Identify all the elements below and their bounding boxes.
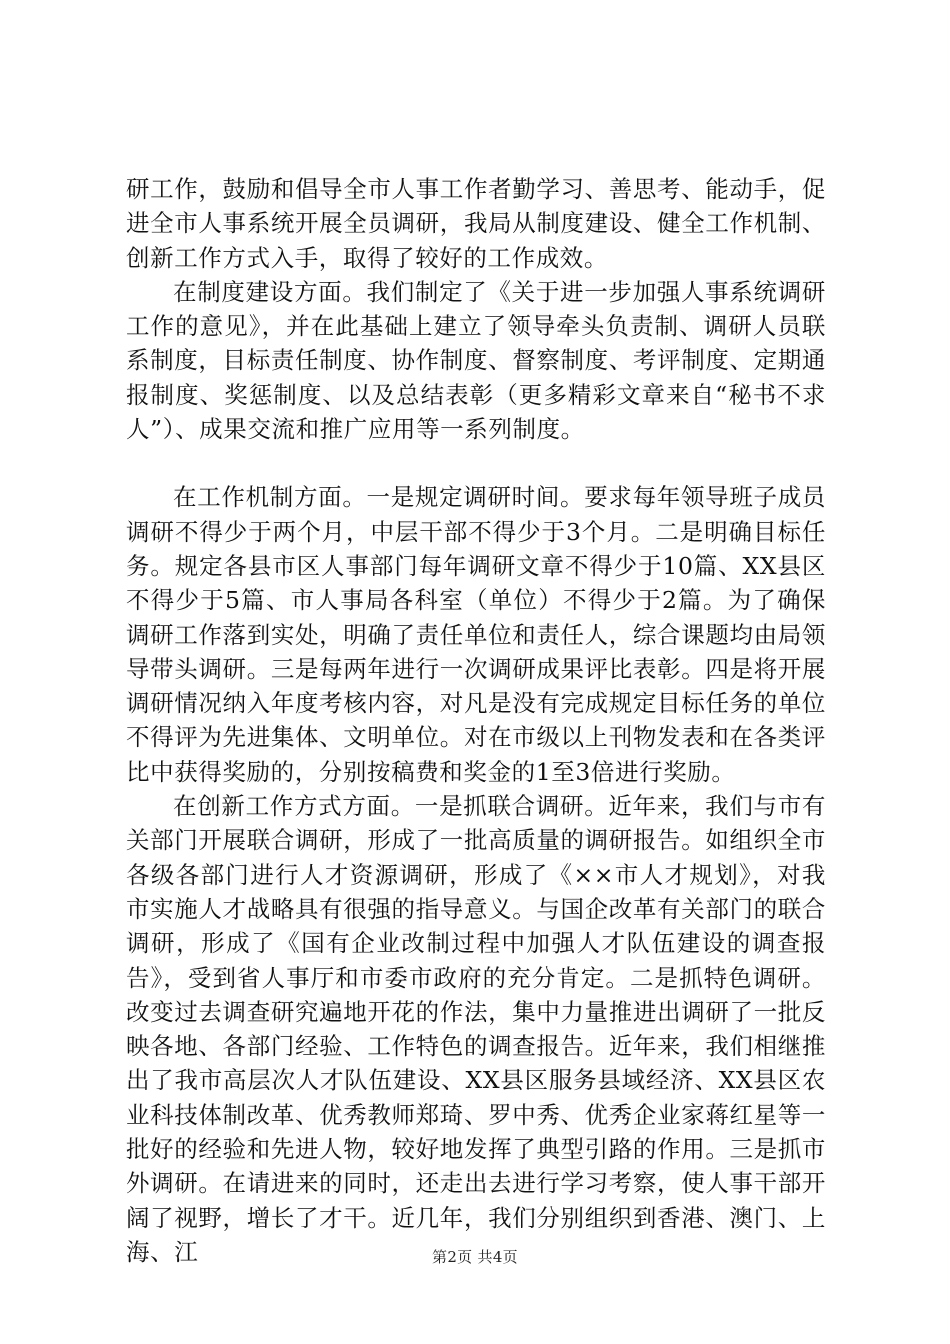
paragraph-4: 在创新工作方式方面。一是抓联合调研。近年来，我们与市有关部门开展联合调研，形成了一批高质量的调研报告。如组织全市各级各部门进行人才资源调研，形成了《××市人才规划》，对我市实施人才战略具有很强的指导意义。与国企改革有关部门的联合调研，形成了《国有企业改制过程中加强人才队伍建设的调查报告》，受到省人事厅和市委市政府的充分肯定。二是抓特色调研。改变过去调查研究遍地开花的作法，集中力量推进出调研了一批反映各地、各部门经验、工作特色的调查报告。近年来，我们相继推出了我市高层次人才队伍建设、XX县区服务县域经济、XX县区农业科技体制改革、优秀教师郑琦、罗中秀、优秀企业家蒋红星等一批好的经验和先进人物，较好地发挥了典型引路的作用。三是抓市外调研。在请进来的同时，还走出去进行学习考察，使人事干部开阔了视野，增长了才干。近几年，我们分别组织到香港、澳门、上海、江: [126, 792, 826, 1266]
paragraph-2: 在制度建设方面。我们制定了《关于进一步加强人事系统调研工作的意见》，并在此基础上建立了领导牵头负责制、调研人员联系制度，目标责任制度、协作制度、督察制度、考评制度、定期通报制度、奖惩制度、以及总结表彰（更多精彩文章来自“秘书不求人”）、成果交流和推广应用等一系列制度。: [126, 277, 826, 444]
page-number-footer: 第2页 共4页: [432, 1248, 518, 1266]
document-body: [126, 172, 826, 1269]
paragraph-1: 研工作，鼓励和倡导全市人事工作者勤学习、善思考、能动手，促进全市人事系统开展全员调研，我局从制度建设、健全工作机制、创新工作方式入手，取得了较好的工作成效。: [126, 175, 826, 272]
paragraph-3: 在工作机制方面。一是规定调研时间。要求每年领导班子成员调研不得少于两个月，中层干部不得少于3个月。二是明确目标任务。规定各县市区人事部门每年调研文章不得少于10篇、XX县区不得少于5篇、市人事局各科室（单位）不得少于2篇。为了确保调研工作落到实处，明确了责任单位和责任人，综合课题均由局领导带头调研。三是每两年进行一次调研成果评比表彰。四是将开展调研情况纳入年度考核内容，对凡是没有完成规定目标任务的单位不得评为先进集体、文明单位。对在市级以上刊物发表和在各类评比中获得奖励的，分别按稿费和奖金的1至3倍进行奖励。: [126, 483, 826, 786]
